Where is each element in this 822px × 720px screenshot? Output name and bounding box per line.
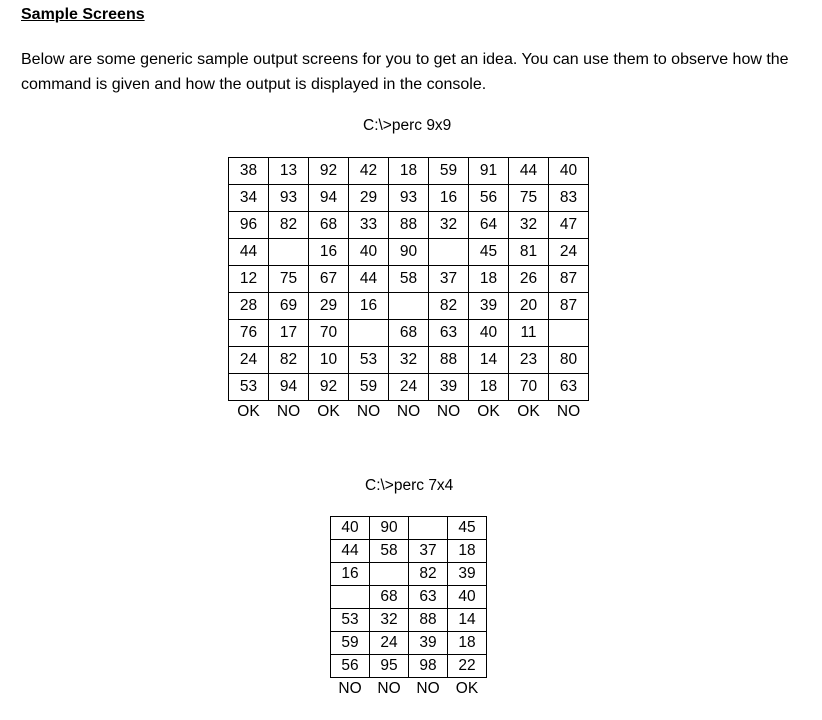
grid-cell: 40 <box>549 158 589 185</box>
grid-cell: 16 <box>331 563 370 586</box>
grid-cell: 70 <box>509 374 549 401</box>
grid-cell: 10 <box>309 347 349 374</box>
grid-cell: 29 <box>349 185 389 212</box>
grid-cell: 95 <box>370 655 409 678</box>
grid-cell: 82 <box>269 347 309 374</box>
grid-cell: 91 <box>469 158 509 185</box>
grid-cell: 20 <box>509 293 549 320</box>
grid-cell: 44 <box>331 540 370 563</box>
grid-cell: 59 <box>349 374 389 401</box>
command-line-9x9: C:\>perc 9x9 <box>363 117 452 134</box>
grid-cell: 17 <box>269 320 309 347</box>
grid-cell: 90 <box>389 239 429 266</box>
grid-cell <box>349 320 389 347</box>
result-cell: OK <box>237 403 260 420</box>
grid-cell: 24 <box>229 347 269 374</box>
grid-cell: 93 <box>269 185 309 212</box>
grid-row <box>331 609 487 632</box>
grid-cell <box>331 586 370 609</box>
grid-cell: 26 <box>509 266 549 293</box>
grid-cell: 96 <box>229 212 269 239</box>
grid-cell: 28 <box>229 293 269 320</box>
grid-cell: 90 <box>370 517 409 540</box>
grid-row <box>229 185 589 212</box>
grid-cell: 70 <box>309 320 349 347</box>
grid-cell: 18 <box>448 540 487 563</box>
grid-cell: 53 <box>349 347 389 374</box>
result-cell: NO <box>276 403 301 420</box>
grid-cell: 12 <box>229 266 269 293</box>
grid-7x4 <box>330 516 487 700</box>
grid-row <box>229 293 589 320</box>
grid-cell: 38 <box>229 158 269 185</box>
grid-cell: 59 <box>331 632 370 655</box>
grid-cell: 23 <box>509 347 549 374</box>
grid-cell: 87 <box>549 293 589 320</box>
result-cell: NO <box>338 680 362 697</box>
grid-cell: 32 <box>389 347 429 374</box>
grid-cell <box>409 517 448 540</box>
grid-cell: 88 <box>389 212 429 239</box>
grid-row <box>229 320 589 347</box>
grid-cell: 40 <box>469 320 509 347</box>
grid-cell: 56 <box>469 185 509 212</box>
grid-cell: 82 <box>269 212 309 239</box>
grid-cell: 94 <box>309 185 349 212</box>
grid-cell: 92 <box>309 158 349 185</box>
grid-cell <box>389 293 429 320</box>
grid-cell: 81 <box>509 239 549 266</box>
grid-cell: 44 <box>509 158 549 185</box>
grid-cell: 98 <box>409 655 448 678</box>
grid-cell: 39 <box>409 632 448 655</box>
grid-cell: 45 <box>469 239 509 266</box>
grid-cell: 59 <box>429 158 469 185</box>
result-cell: OK <box>477 403 500 420</box>
grid-cell: 82 <box>409 563 448 586</box>
intro-paragraph: Below are some generic sample output screens for you to get an idea. You can use them to observe how the command is given and how the output is displayed in the console. <box>21 51 789 93</box>
grid-cell: 18 <box>469 266 509 293</box>
grid-cell: 68 <box>389 320 429 347</box>
result-cell: OK <box>455 680 479 697</box>
grid-cell: 32 <box>429 212 469 239</box>
grid-cell: 16 <box>429 185 469 212</box>
grid-row <box>229 347 589 374</box>
grid-cell: 83 <box>549 185 589 212</box>
grid-cell: 82 <box>429 293 469 320</box>
grid-cell: 39 <box>448 563 487 586</box>
grid-cell: 45 <box>448 517 487 540</box>
grid-cell: 92 <box>309 374 349 401</box>
grid-cell: 56 <box>331 655 370 678</box>
grid-cell: 24 <box>370 632 409 655</box>
result-cell: NO <box>556 403 581 420</box>
grid-cell: 16 <box>309 239 349 266</box>
grid-cell: 67 <box>309 266 349 293</box>
grid-cell: 24 <box>389 374 429 401</box>
grid-row <box>229 239 589 266</box>
grid-cell: 68 <box>309 212 349 239</box>
grid-row <box>229 266 589 293</box>
result-cell: NO <box>396 403 421 420</box>
result-row <box>331 678 487 701</box>
result-cell: NO <box>416 680 440 697</box>
result-cell: NO <box>436 403 461 420</box>
grid-cell: 76 <box>229 320 269 347</box>
grid-cell: 18 <box>448 632 487 655</box>
grid-cell: 63 <box>549 374 589 401</box>
result-cell: NO <box>377 680 401 697</box>
grid-cell: 34 <box>229 185 269 212</box>
grid-cell: 94 <box>269 374 309 401</box>
grid-cell: 40 <box>331 517 370 540</box>
grid-cell <box>549 320 589 347</box>
grid-cell: 40 <box>349 239 389 266</box>
grid-row <box>229 212 589 239</box>
grid-row <box>229 158 589 185</box>
result-row <box>229 401 589 424</box>
grid-row <box>331 586 487 609</box>
grid-cell: 58 <box>370 540 409 563</box>
grid-cell: 32 <box>509 212 549 239</box>
grid-row <box>331 517 487 540</box>
grid-row <box>331 540 487 563</box>
grid-cell: 58 <box>389 266 429 293</box>
grid-cell <box>429 239 469 266</box>
grid-cell: 18 <box>469 374 509 401</box>
grid-cell: 87 <box>549 266 589 293</box>
grid-cell: 80 <box>549 347 589 374</box>
grid-row <box>331 563 487 586</box>
grid-cell: 75 <box>269 266 309 293</box>
command-line-7x4: C:\>perc 7x4 <box>365 477 454 494</box>
grid-cell: 18 <box>389 158 429 185</box>
grid-cell <box>269 239 309 266</box>
page-title: Sample Screens <box>21 6 145 23</box>
grid-cell: 11 <box>509 320 549 347</box>
grid-cell: 63 <box>409 586 448 609</box>
grid-cell: 39 <box>429 374 469 401</box>
grid-cell: 69 <box>269 293 309 320</box>
grid-cell: 44 <box>229 239 269 266</box>
grid-cell: 33 <box>349 212 389 239</box>
grid-cell: 47 <box>549 212 589 239</box>
grid-cell: 40 <box>448 586 487 609</box>
grid-cell: 22 <box>448 655 487 678</box>
grid-cell <box>370 563 409 586</box>
grid-cell: 13 <box>269 158 309 185</box>
result-cell: NO <box>356 403 381 420</box>
grid-cell: 63 <box>429 320 469 347</box>
grid-cell: 88 <box>429 347 469 374</box>
grid-cell: 88 <box>409 609 448 632</box>
grid-cell: 37 <box>409 540 448 563</box>
grid-cell: 39 <box>469 293 509 320</box>
grid-cell: 14 <box>469 347 509 374</box>
grid-cell: 64 <box>469 212 509 239</box>
grid-cell: 44 <box>349 266 389 293</box>
grid-cell: 53 <box>229 374 269 401</box>
grid-cell: 68 <box>370 586 409 609</box>
grid-cell: 42 <box>349 158 389 185</box>
result-cell: OK <box>517 403 540 420</box>
grid-cell: 37 <box>429 266 469 293</box>
grid-cell: 14 <box>448 609 487 632</box>
grid-9x9 <box>228 157 589 423</box>
grid-cell: 16 <box>349 293 389 320</box>
grid-cell: 53 <box>331 609 370 632</box>
grid-row <box>229 374 589 401</box>
grid-cell: 75 <box>509 185 549 212</box>
grid-row <box>331 632 487 655</box>
grid-cell: 32 <box>370 609 409 632</box>
grid-cell: 29 <box>309 293 349 320</box>
grid-cell: 24 <box>549 239 589 266</box>
grid-cell: 93 <box>389 185 429 212</box>
grid-row <box>331 655 487 678</box>
result-cell: OK <box>317 403 340 420</box>
